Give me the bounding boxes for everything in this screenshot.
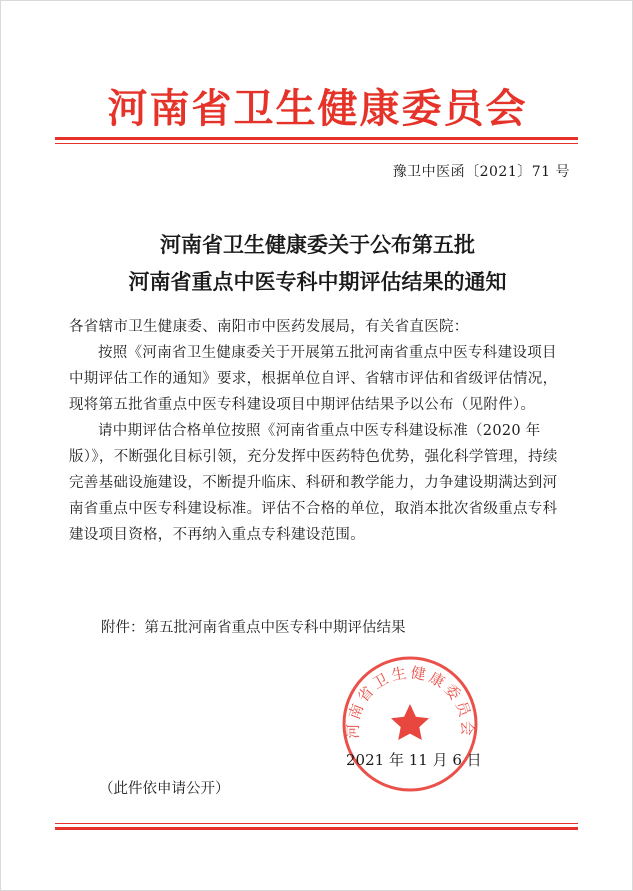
- svg-text:河南省卫生健康委员会: 河南省卫生健康委员会: [343, 663, 477, 739]
- header-rule-thin: [55, 143, 578, 144]
- issue-date: 2021 年 11 月 6 日: [346, 751, 482, 769]
- attachment-line: 附件：第五批河南省重点中医专科中期评估结果: [101, 620, 406, 636]
- red-star-seal-icon: [340, 654, 480, 794]
- document-title-line-1: 河南省卫生健康委关于公布第五批: [160, 233, 475, 257]
- footer-rule-thick: [55, 827, 578, 830]
- header-rule-thick: [55, 137, 578, 140]
- body-paragraph-1: 按照《河南省卫生健康委关于开展第五批河南省重点中医专科建设项目中期评估工作的通知》要求，根据单位自评、省辖市评估和省级评估情况，现将第五批省重点中医专科建设项目中期评估结果予以公布（见附件）。: [69, 345, 558, 413]
- document-number: 豫卫中医函〔2021〕71 号: [392, 164, 570, 180]
- document-body: [69, 314, 565, 548]
- document-title-line-2: 河南省重点中医专科中期评估结果的通知: [128, 270, 507, 294]
- salutation: 各省辖市卫生健康委、南阳市中医药发展局，有关省直医院：: [69, 319, 469, 335]
- body-paragraph-2: 请中期评估合格单位按照《河南省重点中医专科建设标准（2020 年版）》，不断强化目标引领，充分发挥中医药特色优势，强化科学管理，持续完善基础设施建设，不断提升临床、科研和教学能力，力争建设期满达到河南省重点中医专科建设标准。评估不合格的单位，取消本批次省级重点专科建设项目资格，不再纳入重点专科建设范围。: [69, 423, 558, 543]
- disclosure-note: （此件依申请公开）: [99, 781, 230, 797]
- footer-rule-thin: [55, 823, 578, 824]
- letterhead-title: 河南省卫生健康委员会: [107, 86, 528, 132]
